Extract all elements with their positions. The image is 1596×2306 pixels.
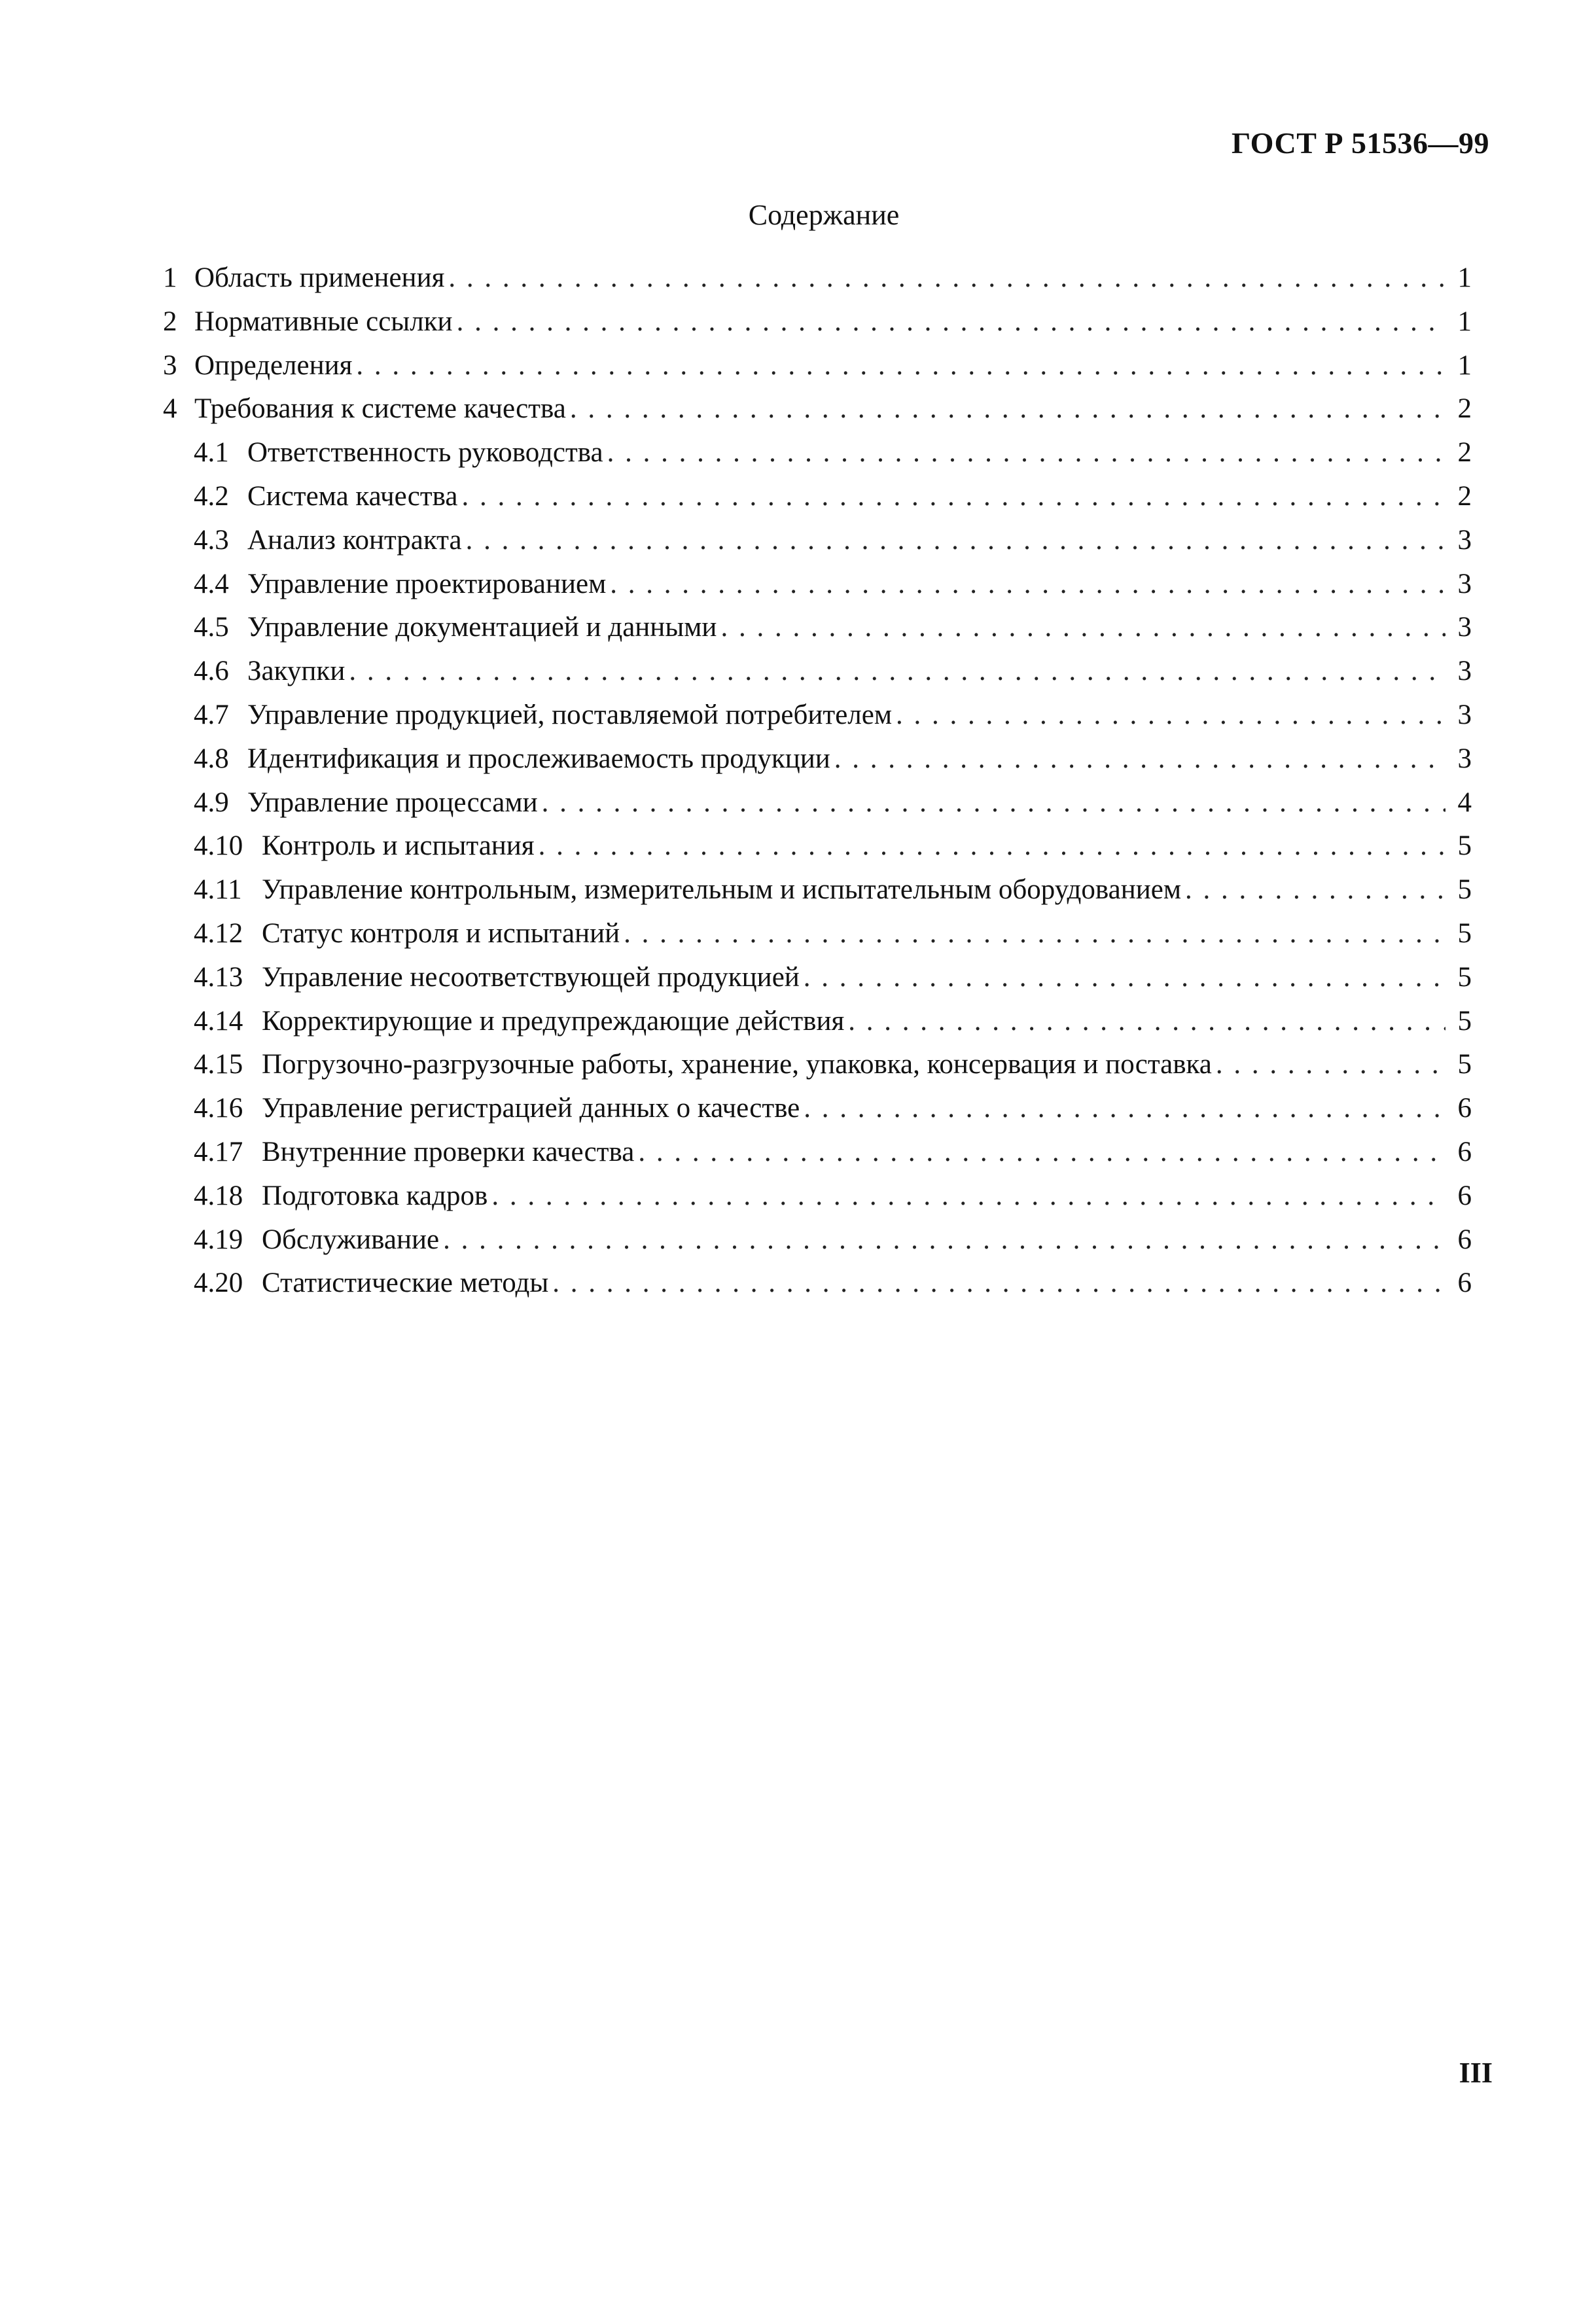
toc-entry-page: 5 xyxy=(1457,1005,1472,1037)
toc-leader-dots xyxy=(1216,1043,1445,1087)
toc-entry-page: 2 xyxy=(1457,480,1472,512)
toc-entry-title: Анализ контракта xyxy=(247,524,462,556)
toc-leader-dots xyxy=(356,344,1445,388)
toc-entry-number: 4.12 xyxy=(194,917,243,949)
toc-entry-title: Закупки xyxy=(247,656,346,687)
toc-entry-title: Управление процессами xyxy=(247,787,538,818)
toc-entry-page: 3 xyxy=(1457,743,1472,774)
toc-entry[interactable] xyxy=(163,475,1472,519)
document-header-standard-id: ГОСТ Р 51536—99 xyxy=(1232,126,1489,160)
toc-entry-number: 4.10 xyxy=(194,830,243,862)
toc-entry-number: 4.20 xyxy=(194,1268,243,1299)
toc-entry[interactable] xyxy=(163,781,1472,825)
toc-entry-page: 4 xyxy=(1457,787,1472,818)
toc-leader-dots xyxy=(570,387,1445,431)
toc-entry-title: Система качества xyxy=(247,480,458,512)
toc-leader-dots xyxy=(443,1218,1445,1262)
toc-entry[interactable] xyxy=(163,868,1472,912)
toc-entry-title: Погрузочно-разгрузочные работы, хранение, упаковка, консервация и поставка xyxy=(262,1049,1212,1080)
toc-entry-title: Управление документацией и данными xyxy=(247,612,717,643)
page-number: III xyxy=(1459,2057,1493,2089)
toc-entry-number: 4.13 xyxy=(194,961,243,993)
toc-entry-title: Нормативные ссылки xyxy=(194,306,453,337)
toc-entry-title: Контроль и испытания xyxy=(262,830,535,862)
toc-entry[interactable] xyxy=(163,1000,1472,1044)
toc-leader-dots xyxy=(834,737,1445,781)
toc-entry-number: 1 xyxy=(163,262,177,293)
toc-leader-dots xyxy=(804,956,1445,1000)
toc-entry[interactable] xyxy=(163,563,1472,607)
toc-entry-number: 4.14 xyxy=(194,1005,243,1037)
toc-entry-title: Управление продукцией, поставляемой потребителем xyxy=(247,699,893,730)
toc-entry[interactable] xyxy=(163,1262,1472,1305)
toc-leader-dots xyxy=(552,1262,1445,1305)
toc-leader-dots xyxy=(457,300,1445,344)
toc-entry[interactable] xyxy=(163,825,1472,868)
toc-entry-page: 1 xyxy=(1457,306,1472,337)
toc-entry[interactable] xyxy=(163,1087,1472,1131)
toc-entry-title: Корректирующие и предупреждающие действия xyxy=(262,1005,845,1037)
toc-entry-page: 6 xyxy=(1457,1180,1472,1211)
toc-entry-page: 5 xyxy=(1457,1049,1472,1080)
toc-entry[interactable] xyxy=(163,519,1472,563)
toc-entry-page: 3 xyxy=(1457,568,1472,599)
toc-entry-number: 4.8 xyxy=(194,743,229,774)
toc-entry[interactable] xyxy=(163,1043,1472,1087)
toc-entry-page: 1 xyxy=(1457,349,1472,381)
toc-leader-dots xyxy=(848,1000,1445,1044)
toc-entry-number: 4.16 xyxy=(194,1093,243,1124)
toc-entry-number: 4.1 xyxy=(194,437,229,469)
toc-leader-dots xyxy=(607,431,1445,475)
toc-entry-number: 4.18 xyxy=(194,1180,243,1211)
toc-entry-page: 3 xyxy=(1457,612,1472,643)
toc-entry-page: 6 xyxy=(1457,1268,1472,1299)
toc-leader-dots xyxy=(542,781,1445,825)
toc-entry-title: Внутренние проверки качества xyxy=(262,1136,635,1167)
toc-entry-page: 3 xyxy=(1457,699,1472,730)
toc-entry-page: 5 xyxy=(1457,830,1472,862)
toc-leader-dots xyxy=(610,563,1445,607)
toc-entry-number: 4.9 xyxy=(194,787,229,818)
toc-leader-dots xyxy=(624,912,1445,956)
toc-entry-title: Ответственность руководства xyxy=(247,437,603,469)
toc-entry-number: 4.2 xyxy=(194,480,229,512)
toc-leader-dots xyxy=(720,606,1445,650)
toc-entry-number: 4.11 xyxy=(194,874,242,906)
toc-entry-page: 6 xyxy=(1457,1136,1472,1167)
toc-entry[interactable] xyxy=(163,257,1472,300)
toc-leader-dots xyxy=(804,1087,1445,1131)
toc-leader-dots xyxy=(1185,868,1445,912)
toc-entry-page: 5 xyxy=(1457,874,1472,906)
toc-entry[interactable] xyxy=(163,606,1472,650)
toc-entry-page: 6 xyxy=(1457,1093,1472,1124)
toc-entry-title: Управление проектированием xyxy=(247,568,607,599)
toc-entry[interactable] xyxy=(163,912,1472,956)
toc-entry[interactable] xyxy=(163,431,1472,475)
toc-leader-dots xyxy=(349,650,1445,694)
toc-entry[interactable] xyxy=(163,1175,1472,1218)
toc-entry-number: 4 xyxy=(163,393,177,425)
toc-entry-title: Статус контроля и испытаний xyxy=(262,917,620,949)
toc-entry[interactable] xyxy=(163,1131,1472,1175)
toc-entry-number: 4.5 xyxy=(194,612,229,643)
toc-entry-page: 3 xyxy=(1457,524,1472,556)
toc-entry-number: 4.15 xyxy=(194,1049,243,1080)
toc-leader-dots xyxy=(466,519,1445,563)
toc-leader-dots xyxy=(491,1175,1445,1218)
toc-entry-title: Управление регистрацией данных о качестве xyxy=(262,1093,800,1124)
toc-entry[interactable] xyxy=(163,1218,1472,1262)
toc-entry-title: Управление несоответствующей продукцией xyxy=(262,961,800,993)
toc-entry-title: Идентификация и прослеживаемость продукции xyxy=(247,743,830,774)
toc-entry-title: Требования к системе качества xyxy=(194,393,566,425)
toc-entry-title: Определения xyxy=(194,349,353,381)
toc-entry[interactable] xyxy=(163,956,1472,1000)
toc-entry-page: 1 xyxy=(1457,262,1472,293)
toc-entry-title: Управление контрольным, измерительным и испытательным оборудованием xyxy=(262,874,1182,906)
toc-entry[interactable] xyxy=(163,300,1472,344)
toc-entry[interactable] xyxy=(163,737,1472,781)
toc-entry-page: 3 xyxy=(1457,656,1472,687)
toc-entry[interactable] xyxy=(163,344,1472,388)
toc-entry-page: 2 xyxy=(1457,393,1472,425)
toc-entry-page: 5 xyxy=(1457,961,1472,993)
toc-entry[interactable] xyxy=(163,387,1472,431)
toc-title: Содержание xyxy=(748,199,900,231)
toc-entry-title: Область применения xyxy=(194,262,445,293)
toc-leader-dots xyxy=(638,1131,1445,1175)
toc-entry-number: 4.17 xyxy=(194,1136,243,1167)
table-of-contents xyxy=(163,257,1472,1305)
toc-entry[interactable] xyxy=(163,650,1472,694)
toc-entry-page: 6 xyxy=(1457,1224,1472,1255)
toc-entry-page: 5 xyxy=(1457,917,1472,949)
toc-leader-dots xyxy=(462,475,1446,519)
toc-entry-title: Статистические методы xyxy=(262,1268,549,1299)
toc-entry-number: 4.4 xyxy=(194,568,229,599)
toc-leader-dots xyxy=(896,694,1445,737)
toc-leader-dots xyxy=(539,825,1445,868)
toc-entry-number: 4.6 xyxy=(194,656,229,687)
toc-leader-dots xyxy=(448,257,1445,300)
toc-entry-number: 4.3 xyxy=(194,524,229,556)
toc-entry-number: 2 xyxy=(163,306,177,337)
toc-entry[interactable] xyxy=(163,694,1472,737)
toc-entry-number: 4.7 xyxy=(194,699,229,730)
toc-entry-page: 2 xyxy=(1457,437,1472,469)
toc-entry-number: 3 xyxy=(163,349,177,381)
toc-entry-number: 4.19 xyxy=(194,1224,243,1255)
toc-entry-title: Обслуживание xyxy=(262,1224,440,1255)
toc-entry-title: Подготовка кадров xyxy=(262,1180,488,1211)
